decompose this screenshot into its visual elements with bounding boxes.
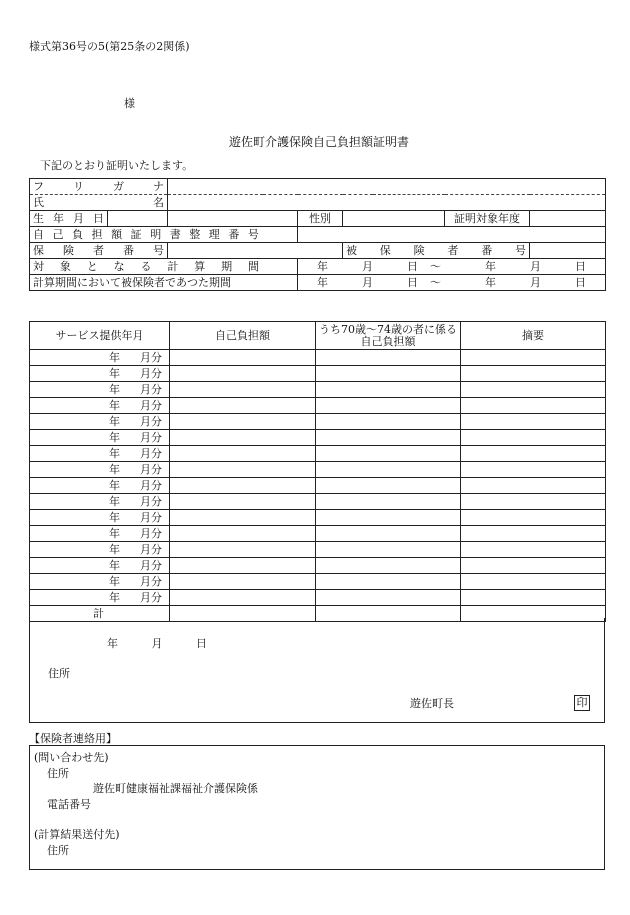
- inquiry-label: (問い合わせ先): [34, 751, 109, 764]
- table-row: [30, 446, 606, 462]
- service-month-cell[interactable]: [30, 446, 170, 462]
- cert-address-label: 住所: [48, 667, 70, 680]
- send-address-label: 住所: [47, 844, 69, 857]
- header-remarks: 摘要: [461, 322, 606, 350]
- service-month-cell[interactable]: [30, 590, 170, 606]
- remarks-cell[interactable]: [461, 382, 606, 398]
- row-year-label: 年: [109, 479, 120, 492]
- seal-mark: 印: [574, 695, 590, 711]
- department-name: 遊佐町健康福祉課福祉介護保険係: [93, 782, 258, 795]
- row-month-label: 月分: [140, 447, 162, 460]
- intro-text: 下記のとおり証明いたします。: [40, 159, 194, 172]
- document-title: 遊佐町介護保険自己負担額証明書: [229, 135, 410, 149]
- total-label: 計: [93, 607, 104, 620]
- insured-period-label: 計算期間において被保険者であつた期間: [30, 275, 298, 291]
- insured-period-field[interactable]: 年 月 日 ～ 年 月 日: [298, 275, 606, 291]
- calc-period-field[interactable]: 年 月 日 ～ 年 月 日: [298, 259, 606, 275]
- dob-row: [30, 211, 168, 227]
- service-month-cell[interactable]: [30, 462, 170, 478]
- row-month-label: 月分: [140, 511, 162, 524]
- row-month-label: 月分: [140, 559, 162, 572]
- service-month-cell[interactable]: [30, 430, 170, 446]
- target-year-label: 証明対象年度: [445, 211, 530, 227]
- table-row: [30, 494, 606, 510]
- contact-box: [29, 745, 605, 870]
- burden-cell[interactable]: [170, 446, 316, 462]
- row-month-label: 月分: [140, 463, 162, 476]
- burden-cell[interactable]: [170, 558, 316, 574]
- row-year-label: 年: [109, 367, 120, 380]
- service-month-cell[interactable]: [30, 510, 170, 526]
- table-row: [30, 574, 606, 590]
- phone-label: 電話番号: [47, 798, 91, 811]
- insurer-no-label: 保 険 者 番 号: [30, 243, 168, 259]
- dob-field[interactable]: [168, 211, 298, 227]
- burden-cell[interactable]: [170, 366, 316, 382]
- dob-label: 生 年 月 日: [30, 211, 108, 226]
- inquiry-address-label: 住所: [47, 767, 69, 780]
- burden-70-74-cell[interactable]: [316, 414, 461, 430]
- remarks-cell[interactable]: [461, 446, 606, 462]
- row-month-label: 月分: [140, 543, 162, 556]
- burden-70-74-cell[interactable]: [316, 398, 461, 414]
- table-row: [30, 366, 606, 382]
- remarks-cell[interactable]: [461, 574, 606, 590]
- row-year-label: 年: [109, 463, 120, 476]
- cert-no-label: 自 己 負 担 額 証 明 書 整 理 番 号: [30, 227, 298, 243]
- row-year-label: 年: [109, 559, 120, 572]
- form-number: 様式第36号の5(第25条の2関係): [29, 40, 190, 53]
- burden-cell[interactable]: [170, 526, 316, 542]
- name-field[interactable]: [168, 195, 606, 211]
- table-row: [30, 414, 606, 430]
- table-row: [30, 430, 606, 446]
- table-row: [30, 382, 606, 398]
- service-month-cell[interactable]: [30, 494, 170, 510]
- remarks-cell[interactable]: [461, 414, 606, 430]
- table-row: [30, 510, 606, 526]
- burden-70-74-cell[interactable]: [316, 478, 461, 494]
- row-month-label: 月分: [140, 495, 162, 508]
- row-year-label: 年: [109, 431, 120, 444]
- burden-70-74-cell[interactable]: [316, 494, 461, 510]
- service-month-cell[interactable]: [30, 398, 170, 414]
- burden-cell[interactable]: [170, 574, 316, 590]
- row-month-label: 月分: [140, 527, 162, 540]
- service-month-cell[interactable]: [30, 542, 170, 558]
- burden-cell[interactable]: [170, 350, 316, 366]
- remarks-cell[interactable]: [461, 510, 606, 526]
- furigana-label: フ リ ガ ナ: [30, 179, 168, 195]
- service-month-cell[interactable]: [30, 350, 170, 366]
- contact-section-label: 【保険者連絡用】: [29, 732, 117, 745]
- row-month-label: 月分: [140, 399, 162, 412]
- gender-field[interactable]: [343, 211, 445, 227]
- table-row: [30, 398, 606, 414]
- monthly-burden-table: [29, 321, 606, 622]
- burden-70-74-cell[interactable]: [316, 574, 461, 590]
- remarks-cell[interactable]: [461, 430, 606, 446]
- remarks-cell[interactable]: [461, 462, 606, 478]
- table-row: [30, 350, 606, 366]
- burden-70-74-cell[interactable]: [316, 382, 461, 398]
- issuer-name: 遊佐町長: [410, 697, 454, 710]
- cert-date: 年 月 日: [107, 637, 207, 650]
- remarks-cell[interactable]: [461, 366, 606, 382]
- burden-cell[interactable]: [170, 494, 316, 510]
- remarks-cell[interactable]: [461, 542, 606, 558]
- dob-field-start[interactable]: [108, 211, 167, 226]
- table-row: [30, 478, 606, 494]
- burden-cell[interactable]: [170, 462, 316, 478]
- service-month-cell[interactable]: [30, 478, 170, 494]
- name-label: 氏 名: [30, 195, 168, 211]
- table-row: [30, 558, 606, 574]
- remarks-cell[interactable]: [461, 494, 606, 510]
- row-year-label: 年: [109, 415, 120, 428]
- header-service-month: サービス提供年月: [30, 322, 170, 350]
- service-month-cell[interactable]: [30, 526, 170, 542]
- table-row: [30, 542, 606, 558]
- burden-cell[interactable]: [170, 542, 316, 558]
- burden-70-74-cell[interactable]: [316, 590, 461, 606]
- row-year-label: 年: [109, 575, 120, 588]
- burden-cell[interactable]: [170, 382, 316, 398]
- row-month-label: 月分: [140, 431, 162, 444]
- remarks-cell[interactable]: [461, 478, 606, 494]
- applicant-info-table: [29, 178, 606, 291]
- furigana-field[interactable]: [168, 179, 606, 195]
- calc-period-label: 対 象 と な る 計 算 期 間: [30, 259, 298, 275]
- row-month-label: 月分: [140, 383, 162, 396]
- remarks-cell[interactable]: [461, 558, 606, 574]
- addressee-suffix: 様: [124, 97, 135, 110]
- row-year-label: 年: [109, 591, 120, 604]
- row-month-label: 月分: [140, 415, 162, 428]
- row-year-label: 年: [109, 399, 120, 412]
- table-row: [30, 462, 606, 478]
- remarks-cell[interactable]: [461, 398, 606, 414]
- row-year-label: 年: [109, 511, 120, 524]
- table-row: [30, 526, 606, 542]
- send-label: (計算結果送付先): [34, 828, 120, 841]
- row-year-label: 年: [109, 351, 120, 364]
- target-year-field[interactable]: [530, 211, 606, 227]
- table-row: [30, 590, 606, 606]
- remarks-cell[interactable]: [461, 590, 606, 606]
- row-month-label: 月分: [140, 575, 162, 588]
- row-month-label: 月分: [140, 351, 162, 364]
- insured-no-field[interactable]: [530, 243, 606, 259]
- burden-70-74-cell[interactable]: [316, 542, 461, 558]
- gender-label: 性別: [298, 211, 343, 227]
- burden-70-74-cell[interactable]: [316, 446, 461, 462]
- burden-70-74-cell[interactable]: [316, 366, 461, 382]
- burden-cell[interactable]: [170, 414, 316, 430]
- service-month-cell[interactable]: [30, 382, 170, 398]
- burden-cell[interactable]: [170, 398, 316, 414]
- service-month-cell[interactable]: [30, 574, 170, 590]
- remarks-cell[interactable]: [461, 526, 606, 542]
- row-year-label: 年: [109, 527, 120, 540]
- burden-cell[interactable]: [170, 590, 316, 606]
- certification-box: [29, 618, 605, 723]
- burden-70-74-cell[interactable]: [316, 510, 461, 526]
- row-year-label: 年: [109, 495, 120, 508]
- service-month-cell[interactable]: [30, 414, 170, 430]
- cert-no-field[interactable]: [298, 227, 606, 243]
- burden-70-74-cell[interactable]: [316, 526, 461, 542]
- row-month-label: 月分: [140, 479, 162, 492]
- row-year-label: 年: [109, 543, 120, 556]
- burden-cell[interactable]: [170, 510, 316, 526]
- row-year-label: 年: [109, 383, 120, 396]
- row-year-label: 年: [109, 447, 120, 460]
- burden-cell[interactable]: [170, 430, 316, 446]
- service-month-cell[interactable]: [30, 366, 170, 382]
- insured-no-label: 被 保 険 者 番 号: [343, 243, 530, 259]
- service-month-cell[interactable]: [30, 558, 170, 574]
- insurer-no-field[interactable]: [168, 243, 343, 259]
- header-burden-70-74: うち70歳～74歳の者に係る自己負担額: [316, 322, 461, 350]
- burden-70-74-cell[interactable]: [316, 558, 461, 574]
- row-month-label: 月分: [140, 367, 162, 380]
- burden-70-74-cell[interactable]: [316, 430, 461, 446]
- header-burden: 自己負担額: [170, 322, 316, 350]
- remarks-cell[interactable]: [461, 350, 606, 366]
- burden-70-74-cell[interactable]: [316, 462, 461, 478]
- burden-70-74-cell[interactable]: [316, 350, 461, 366]
- burden-cell[interactable]: [170, 478, 316, 494]
- row-month-label: 月分: [140, 591, 162, 604]
